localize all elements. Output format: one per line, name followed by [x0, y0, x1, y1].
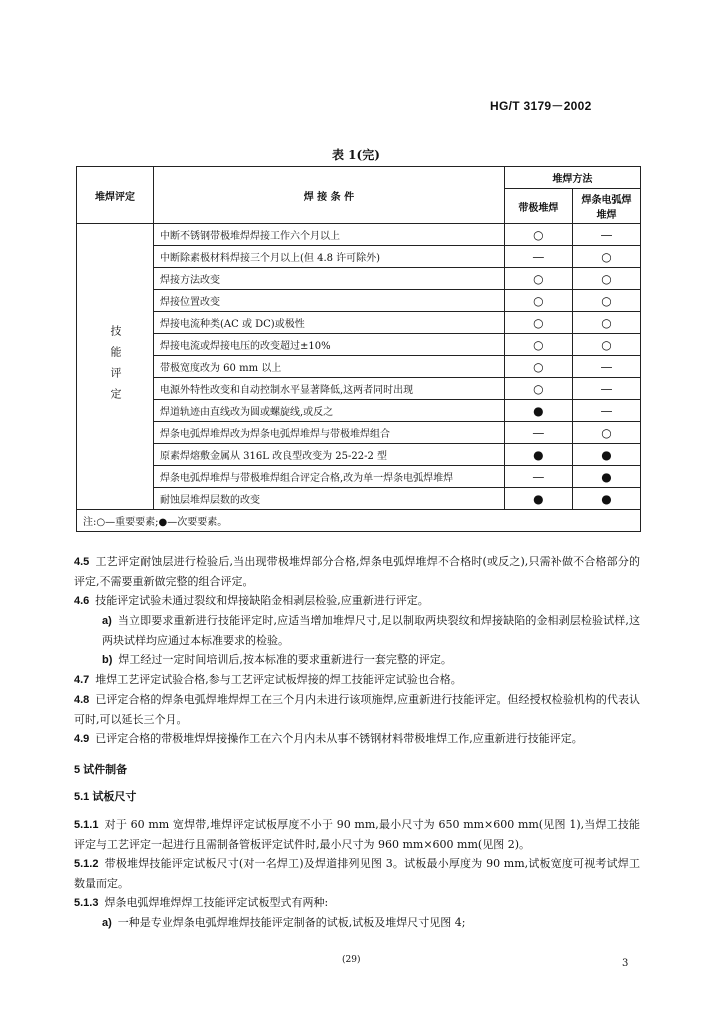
symbol-cell: ● [572, 466, 640, 488]
symbol-cell: ○ [572, 246, 640, 268]
clause-number: 5.1.2 [74, 858, 99, 870]
symbol-cell: ● [504, 444, 572, 466]
symbol-cell: ○ [504, 224, 572, 246]
clause-4-7 [74, 670, 640, 690]
clause-text: 技能评定试验未通过裂纹和焊接缺陷金相剥层检验,应重新进行评定。 [95, 594, 429, 607]
conditions-table [76, 166, 641, 532]
symbol-cell: ○ [504, 356, 572, 378]
symbol-cell: ○ [572, 334, 640, 356]
clause-text: 一种是专业焊条电弧焊堆焊技能评定制备的试板,试板及堆焊尺寸见图 4; [117, 916, 466, 929]
section-5-heading: 5 试件制备 [74, 764, 128, 776]
list-mark: a) [102, 917, 112, 929]
condition-cell: 原素焊熔敷金属从 316L 改良型改变为 25-22-2 型 [154, 444, 505, 466]
header-strip: 带极堆焊 [504, 189, 572, 224]
symbol-cell: ○ [572, 268, 640, 290]
symbol-cell: — [504, 246, 572, 268]
table-row [77, 268, 641, 290]
clause-4-8 [74, 690, 640, 729]
symbol-cell: ○ [572, 312, 640, 334]
header-method: 堆焊方法 [504, 167, 640, 189]
clause-text: 带极堆焊技能评定试板尺寸(对一名焊工)及焊道排列见图 3。试板最小厚度为 90 mm,试板宽度可视考试焊工数量而定。 [74, 857, 640, 890]
table-note: 注:○—重要要素;●—次要要素。 [77, 510, 641, 532]
table-row [77, 466, 641, 488]
symbol-cell: ○ [504, 334, 572, 356]
clause-text: 已评定合格的带极堆焊焊接操作工在六个月内未从事不锈钢材料带极堆焊工作,应重新进行技能评定。 [95, 732, 583, 745]
symbol-cell: ● [572, 488, 640, 510]
clause-number: 4.8 [74, 694, 90, 706]
condition-cell: 中断不锈钢带极堆焊焊接工作六个月以上 [154, 224, 505, 246]
symbol-cell: ○ [504, 378, 572, 400]
table-row [77, 334, 641, 356]
symbol-cell: — [504, 466, 572, 488]
header-smaw: 焊条电弧焊堆焊 [572, 189, 640, 224]
clause-4-6-b [74, 650, 640, 670]
symbol-cell: ○ [504, 312, 572, 334]
header-conditions: 焊 接 条 件 [154, 167, 505, 224]
condition-cell: 耐蚀层堆焊层数的改变 [154, 488, 505, 510]
symbol-cell: ● [504, 400, 572, 422]
clause-number: 4.5 [74, 556, 90, 568]
body-text [74, 552, 640, 933]
symbol-cell: ● [572, 444, 640, 466]
clause-text: 焊工经过一定时间培训后,按本标准的要求重新进行一套完整的评定。 [118, 653, 452, 666]
symbol-cell: ○ [572, 422, 640, 444]
condition-cell: 带极宽度改为 60 mm 以上 [154, 356, 505, 378]
table-note-row [77, 510, 641, 532]
clause-number: 5.1.3 [74, 897, 99, 909]
clause-text: 当立即要求重新进行技能评定时,应适当增加堆焊尺寸,足以制取两块裂纹和焊接缺陷的金相剥层检验试样,这两块试样均应通过本标准要求的检验。 [102, 614, 640, 647]
section-5-1-heading: 5.1 试板尺寸 [74, 791, 137, 803]
clause-number: 4.6 [74, 595, 90, 607]
clause-text: 工艺评定耐蚀层进行检验后,当出现带极堆焊部分合格,焊条电弧焊堆焊不合格时(或反之),只需补做不合格部分的评定,不需要重新做完整的组合评定。 [74, 555, 640, 588]
condition-cell: 焊接方法改变 [154, 268, 505, 290]
clause-4-6 [74, 591, 640, 611]
symbol-cell: ○ [572, 290, 640, 312]
clause-text: 对于 60 mm 宽焊带,堆焊评定试板厚度不小于 90 mm,最小尺寸为 650 mm×600 mm(见图 1),当焊工技能评定与工艺评定一起进行且需制备管板评定试件时,最小尺寸为 960 mm×600 mm(见图 2)。 [74, 818, 640, 851]
symbol-cell: — [572, 378, 640, 400]
table-row [77, 312, 641, 334]
condition-cell: 焊接电流种类(AC 或 DC)或极性 [154, 312, 505, 334]
symbol-cell: ○ [504, 268, 572, 290]
clause-4-5 [74, 552, 640, 591]
page-number-center: (29) [342, 955, 361, 965]
condition-cell: 焊接电流或焊接电压的改变超过±10% [154, 334, 505, 356]
condition-cell: 焊条电弧焊堆焊与带极堆焊组合评定合格,改为单一焊条电弧焊堆焊 [154, 466, 505, 488]
condition-cell: 焊条电弧焊堆焊改为焊条电弧焊堆焊与带极堆焊组合 [154, 422, 505, 444]
clause-5-1-2 [74, 854, 640, 893]
table-row [77, 224, 641, 246]
table-row [77, 422, 641, 444]
table-row [77, 444, 641, 466]
clause-text: 焊条电弧焊堆焊焊工技能评定试板型式有两种: [104, 896, 329, 909]
symbol-cell: — [572, 224, 640, 246]
symbol-cell: — [572, 356, 640, 378]
table-row [77, 290, 641, 312]
table-row [77, 488, 641, 510]
table-row [77, 246, 641, 268]
clause-text: 已评定合格的焊条电弧焊堆焊焊工在三个月内未进行该项施焊,应重新进行技能评定。但经授权检验机构的代表认可时,可以延长三个月。 [74, 693, 640, 726]
table-row [77, 378, 641, 400]
condition-cell: 焊接位置改变 [154, 290, 505, 312]
condition-cell: 中断除素极材料焊接三个月以上(但 4.8 许可除外) [154, 246, 505, 268]
clause-5-1-3-a [74, 913, 640, 933]
clause-4-6-a [74, 611, 640, 650]
header-assessment: 堆焊评定 [77, 167, 154, 224]
symbol-cell: ● [504, 488, 572, 510]
condition-cell: 焊道轨迹由直线改为圆或螺旋线,或反之 [154, 400, 505, 422]
clause-number: 4.7 [74, 674, 90, 686]
symbol-cell: ○ [504, 290, 572, 312]
symbol-cell: — [504, 422, 572, 444]
symbol-cell: — [572, 400, 640, 422]
side-label: 技能评定 [77, 224, 154, 510]
page-number-right: 3 [622, 958, 629, 969]
standard-id: HG/T 3179－2002 [490, 99, 592, 113]
table-header-row [77, 167, 641, 189]
condition-cell: 电源外特性改变和自动控制水平显著降低,这两者同时出现 [154, 378, 505, 400]
clause-5-1-1 [74, 815, 640, 854]
list-mark: b) [102, 654, 113, 666]
clause-number: 5.1.1 [74, 819, 99, 831]
clause-text: 堆焊工艺评定试验合格,参与工艺评定试板焊接的焊工技能评定试验也合格。 [95, 673, 462, 686]
clause-number: 4.9 [74, 733, 90, 745]
clause-5-1-3 [74, 893, 640, 913]
list-mark: a) [102, 615, 112, 627]
table-row [77, 400, 641, 422]
clause-4-9 [74, 729, 640, 749]
table-title: 表 1(完) [332, 148, 380, 162]
table-row [77, 356, 641, 378]
